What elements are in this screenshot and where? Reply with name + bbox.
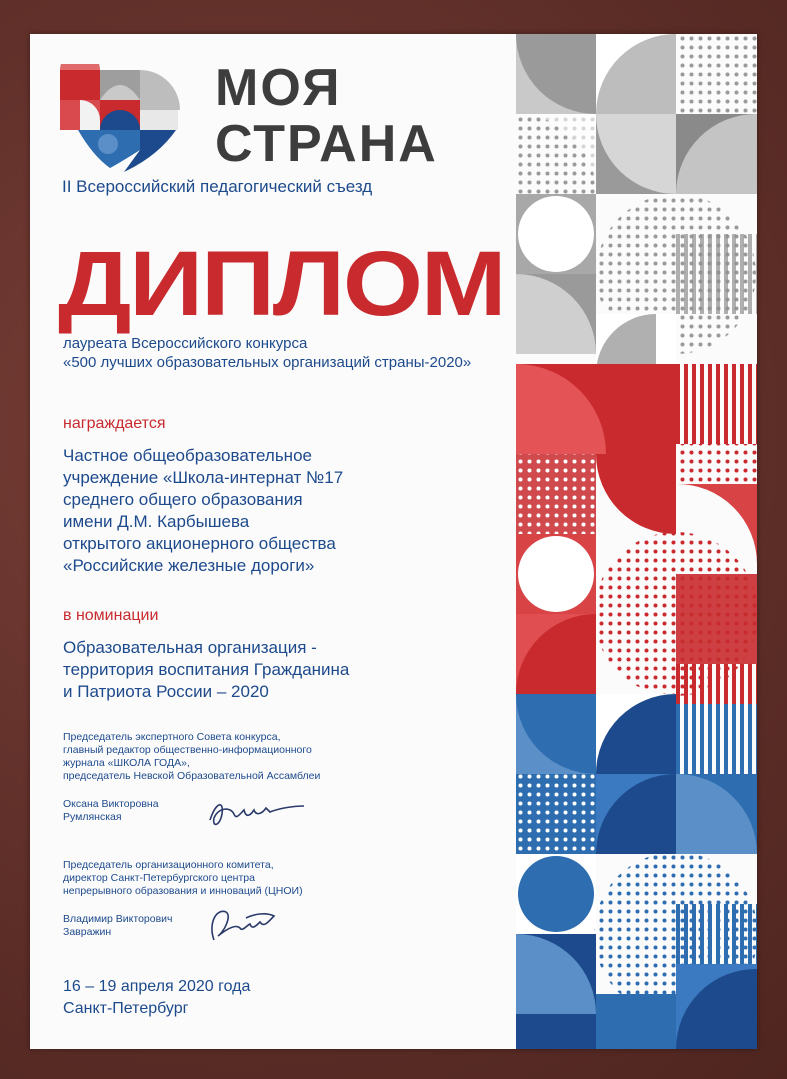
event-dates: 16 – 19 апреля 2020 года: [63, 978, 251, 995]
signer2-line: Председатель организационного комитета,: [63, 859, 274, 871]
awarded-line: открытого акционерного общества: [63, 534, 336, 553]
signature-1: [200, 792, 310, 832]
nomination-line: территория воспитания Гражданина: [63, 660, 350, 679]
event-city: Санкт-Петербург: [63, 1000, 189, 1017]
brand-line1: МОЯ: [215, 59, 342, 117]
awarded-line: учреждение «Школа-интернат №17: [63, 468, 344, 487]
awarded-line: Частное общеобразовательное: [63, 446, 312, 465]
awarded-organization: [63, 445, 343, 577]
signer1-line: главный редактор общественно-информационного: [63, 744, 312, 756]
event-subtitle: II Всероссийский педагогический съезд: [62, 177, 373, 196]
signature-2: [202, 902, 282, 948]
laureate-block: [63, 334, 471, 372]
signer2-name: [63, 913, 173, 939]
signer1-name: [63, 798, 159, 824]
nomination-label: в номинации: [63, 607, 159, 624]
brand-title: [215, 60, 438, 172]
awarded-label: награждается: [63, 415, 166, 432]
awarded-line: «Российские железные дороги»: [63, 556, 315, 575]
diploma-sheet: [30, 34, 757, 1049]
awarded-line: среднего общего образования: [63, 490, 303, 509]
signer1-position: [63, 731, 320, 783]
nomination-line: и Патриота России – 2020: [63, 682, 269, 701]
nomination-line: Образовательная организация -: [63, 638, 317, 657]
signer2-name-line2: Завражин: [63, 926, 112, 938]
brand-line2: СТРАНА: [215, 115, 438, 173]
signer2-line: непрерывного образования и инноваций (ЦНОИ): [63, 885, 303, 897]
signer2-name-line1: Владимир Викторович: [63, 913, 173, 925]
signer2-line: директор Санкт-Петербургского центра: [63, 872, 255, 884]
laureate-line2: «500 лучших образовательных организаций страны-2020»: [63, 354, 472, 371]
signer1-name-line2: Румлянская: [63, 811, 122, 823]
nomination-text: [63, 637, 349, 703]
geometric-pattern: [516, 34, 757, 1049]
signer2-position: [63, 859, 303, 898]
heart-logo-icon: [58, 64, 188, 174]
signer1-name-line1: Оксана Викторовна: [63, 798, 159, 810]
signer1-line: Председатель экспертного Совета конкурса,: [63, 731, 281, 743]
laureate-line1: лауреата Всероссийского конкурса: [63, 335, 308, 352]
signer1-line: председатель Невской Образовательной Ассамблеи: [63, 770, 321, 782]
diploma-title: ДИПЛОМ: [58, 233, 505, 335]
awarded-line: имени Д.М. Карбышева: [63, 512, 250, 531]
signer1-line: журнала «ШКОЛА ГОДА»,: [63, 757, 190, 769]
